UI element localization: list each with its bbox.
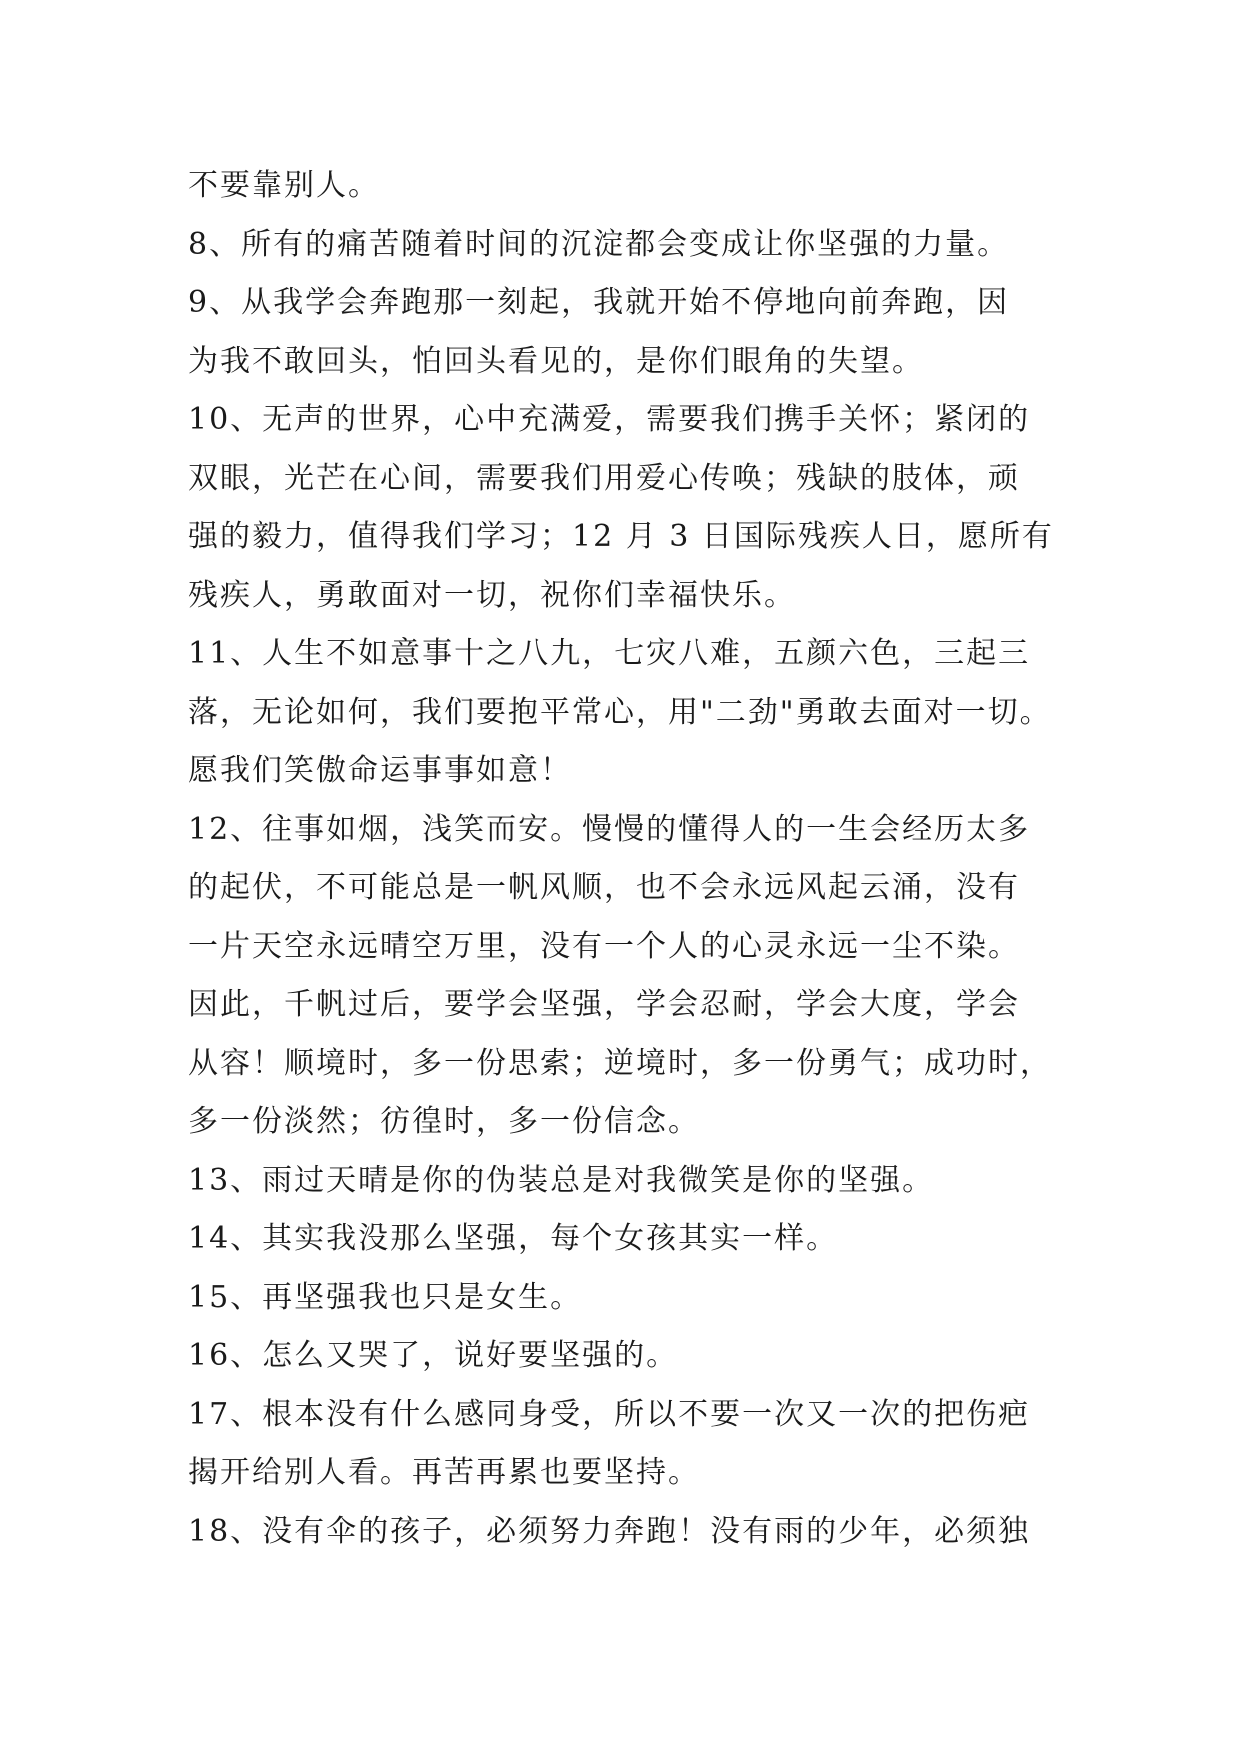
text-line: 因此，千帆过后，要学会坚强，学会忍耐，学会大度，学会 [188,987,1020,1022]
text-line: 8、所有的痛苦随着时间的沉淀都会变成让你坚强的力量。 [188,226,1010,262]
text-line: 的起伏，不可能总是一帆风顺，也不会永远风起云涌，没有 [188,870,1020,905]
text-line: 9、从我学会奔跑那一刻起，我就开始不停地向前奔跑，因 [188,285,1010,320]
text-line: 一片天空永远晴空万里，没有一个人的心灵永远一尘不染。 [188,928,1020,964]
text-line: 残疾人，勇敢面对一切，祝你们幸福快乐。 [188,577,796,613]
document-body [188,157,1068,1561]
text-line: 15、再坚强我也只是女生。 [188,1279,583,1315]
text-line: 多一份淡然；彷徨时，多一份信念。 [188,1104,700,1139]
text-line: 揭开给别人看。再苦再累也要坚持。 [188,1455,700,1490]
text-line: 14、其实我没那么坚强，每个女孩其实一样。 [188,1221,839,1256]
text-line: 落，无论如何，我们要抱平常心，用"二劲"勇敢去面对一切。 [188,694,1052,730]
text-line: 12、往事如烟，浅笑而安。慢慢的懂得人的一生会经历太多 [188,811,1031,847]
text-line: 从容！顺境时，多一份思索；逆境时，多一份勇气；成功时， [188,1045,1052,1081]
text-line: 愿我们笑傲命运事事如意！ [188,753,572,788]
text-line: 18、没有伞的孩子，必须努力奔跑！没有雨的少年，必须独 [188,1513,1031,1549]
text-line: 10、无声的世界，心中充满爱，需要我们携手关怀；紧闭的 [188,402,1031,437]
text-line: 17、根本没有什么感同身受，所以不要一次又一次的把伤疤 [188,1396,1031,1432]
text-line: 11、人生不如意事十之八九，七灾八难，五颜六色，三起三 [188,636,1031,671]
text-line: 13、雨过天晴是你的伪装总是对我微笑是你的坚强。 [188,1162,935,1198]
text-line: 为我不敢回头，怕回头看见的，是你们眼角的失望。 [188,343,924,379]
text-line: 强的毅力，值得我们学习；12 月 3 日国际残疾人日，愿所有 [188,519,1054,554]
text-line: 不要靠别人。 [188,168,380,203]
text-line: 16、怎么又哭了，说好要坚强的。 [188,1338,679,1373]
text-line: 双眼，光芒在心间，需要我们用爱心传唤；残缺的肢体，顽 [188,460,1020,496]
